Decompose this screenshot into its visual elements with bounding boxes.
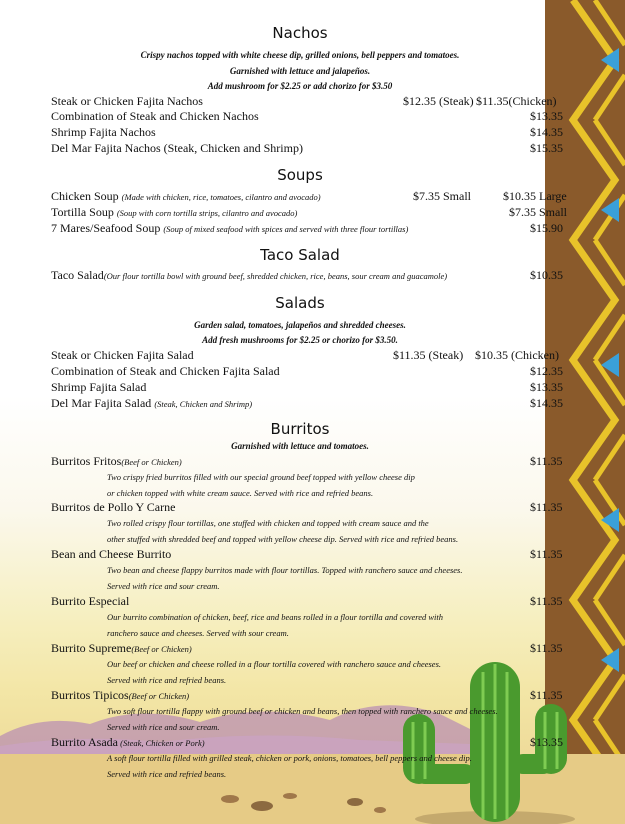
item-description: Served with rice and refried beans. [107, 675, 227, 685]
menu-item [51, 396, 252, 411]
item-name: Tortilla Soup [51, 205, 114, 219]
nachos-addon-note: Add mushroom for $2.25 or add chorizo for $3.50 [207, 81, 393, 91]
burritos-garnish-note: Garnished with lettuce and tomatoes. [231, 441, 369, 451]
item-description: Our burrito combination of chicken, beef, rice and beans rolled in a flour tortilla and covered with [107, 612, 444, 622]
item-description: Our beef or chicken and cheese rolled in a flour tortilla covered with ranchero sauce and cheeses. [107, 659, 442, 669]
item-price: $13.35 [530, 109, 563, 123]
item-price: $12.35 [530, 364, 563, 378]
item-price: $15.35 [530, 141, 563, 155]
item-price-steak: $11.35 (Steak) [393, 348, 464, 362]
menu-item [51, 221, 408, 236]
item-price: $11.35 [530, 688, 563, 702]
item-price: $14.35 [530, 125, 563, 139]
item-name: Burrito Asada [51, 735, 118, 749]
menu-item [51, 500, 175, 515]
item-price: $11.35 [530, 641, 563, 655]
menu-item [51, 594, 129, 609]
item-name: Steak or Chicken Fajita Nachos [51, 94, 203, 108]
item-name: Del Mar Fajita Salad [51, 396, 152, 410]
menu-item [51, 641, 192, 656]
item-price: $11.35 [530, 547, 563, 561]
item-price: $11.35 [530, 454, 563, 468]
item-description: Two soft flour tortilla flappy with ground beef or chicken and beans, then topped with ranchero sauce and cheeses. [107, 706, 498, 716]
item-price-small: $7.35 Small [413, 189, 472, 203]
item-price-steak: $12.35 (Steak) [403, 94, 474, 108]
item-description: Served with rice and sour cream. [107, 722, 220, 732]
item-name: Burrito Supreme [51, 641, 132, 655]
item-name: Steak or Chicken Fajita Salad [51, 348, 194, 362]
nachos-garnish-note: Garnished with lettuce and jalapeños. [229, 66, 371, 76]
soups-heading: Soups [277, 166, 323, 184]
menu-item [51, 688, 189, 703]
item-price: $13.35 [530, 380, 563, 394]
item-price: $14.35 [530, 396, 563, 410]
item-name: Combination of Steak and Chicken Fajita Salad [51, 364, 280, 378]
item-description: Two rolled crispy flour tortillas, one stuffed with chicken and topped with cream sauce and the [107, 518, 429, 528]
item-name: 7 Mares/Seafood Soup [51, 221, 161, 235]
item-description: Served with rice and sour cream. [107, 581, 220, 591]
item-note: (Our flour tortilla bowl with ground beef, shredded chicken, rice, beans, sour cream and guacamole) [103, 271, 448, 281]
item-price-chicken: $10.35 (Chicken) [475, 348, 559, 362]
menu-item [51, 109, 259, 124]
item-note: (Beef or Chicken) [128, 691, 190, 701]
item-price: $15.90 [530, 221, 563, 235]
item-description: Two bean and cheese flappy burritos made with flour tortillas. Topped with ranchero sauce and cheeses. [107, 565, 463, 575]
item-note: (Beef or Chicken) [131, 644, 192, 654]
item-price: $7.35 Small [509, 205, 568, 219]
item-name: Bean and Cheese Burrito [51, 547, 172, 561]
taco-salad-heading: Taco Salad [260, 246, 340, 264]
menu-item [51, 547, 171, 562]
item-name: Combination of Steak and Chicken Nachos [51, 109, 259, 123]
item-price: $10.35 [530, 268, 563, 282]
item-name: Shrimp Fajita Salad [51, 380, 147, 394]
item-price-chicken: $11.35(Chicken) [476, 94, 557, 108]
item-note: (Steak, Chicken or Pork) [118, 738, 205, 748]
menu-item [51, 268, 447, 283]
item-name: Del Mar Fajita Nachos (Steak, Chicken and Shrimp) [51, 141, 303, 155]
item-name: Chicken Soup [51, 189, 119, 203]
menu-item [51, 364, 280, 379]
salads-addon-note: Add fresh mushrooms for $2.25 or chorizo for $3.50. [202, 335, 398, 345]
item-price: $11.35 [530, 500, 563, 514]
item-description: Served with rice and refried beans. [107, 769, 227, 779]
item-note: (Beef or Chicken) [121, 457, 182, 467]
item-description: or chicken topped with white cream sauce. Served with rice and refried beans. [107, 488, 374, 498]
menu-item [51, 205, 297, 220]
item-name: Burritos Fritos [51, 454, 122, 468]
item-price: $13.35 [530, 735, 563, 749]
menu-item [51, 94, 203, 109]
menu-item [51, 454, 182, 469]
item-note: (Made with chicken, rice, tomatoes, cilantro and avocado) [121, 192, 321, 202]
nachos-description: Crispy nachos topped with white cheese dip, grilled onions, bell peppers and tomatoes. [140, 50, 460, 60]
item-name: Shrimp Fajita Nachos [51, 125, 156, 139]
item-description: Two crispy fried burritos filled with our special ground beef topped with yellow cheese dip [107, 472, 415, 482]
item-note: (Soup with corn tortilla strips, cilantro and avocado) [116, 208, 298, 218]
item-name: Burrito Especial [51, 594, 130, 608]
item-description: A soft flour tortilla filled with grilled steak, chicken or pork, onions, tomatoes, bell peppers and cheese dip. [107, 753, 472, 763]
menu-item [51, 348, 194, 363]
menu-item [51, 380, 146, 395]
item-price: $11.35 [530, 594, 563, 608]
item-note: (Steak, Chicken and Shrimp) [154, 399, 253, 409]
burritos-heading: Burritos [270, 420, 330, 438]
item-name: Burritos Tipicos [51, 688, 129, 702]
item-name: Burritos de Pollo Y Carne [51, 500, 176, 514]
salads-heading: Salads [275, 294, 325, 312]
salads-description: Garden salad, tomatoes, jalapeños and shredded cheeses. [194, 320, 406, 330]
menu-item [51, 189, 321, 204]
menu-item [51, 125, 156, 140]
item-name: Taco Salad [51, 268, 104, 282]
item-description: other stuffed with shredded beef and topped with yellow cheese dip. Served with rice and refried beans. [107, 534, 459, 544]
menu-item [51, 141, 303, 156]
item-price-large: $10.35 Large [503, 189, 567, 203]
menu-item [51, 735, 205, 750]
nachos-heading: Nachos [272, 24, 328, 42]
item-note: (Soup of mixed seafood with spices and served with three flour tortillas) [163, 224, 409, 234]
item-description: ranchero sauce and cheeses. Served with sour cream. [107, 628, 289, 638]
